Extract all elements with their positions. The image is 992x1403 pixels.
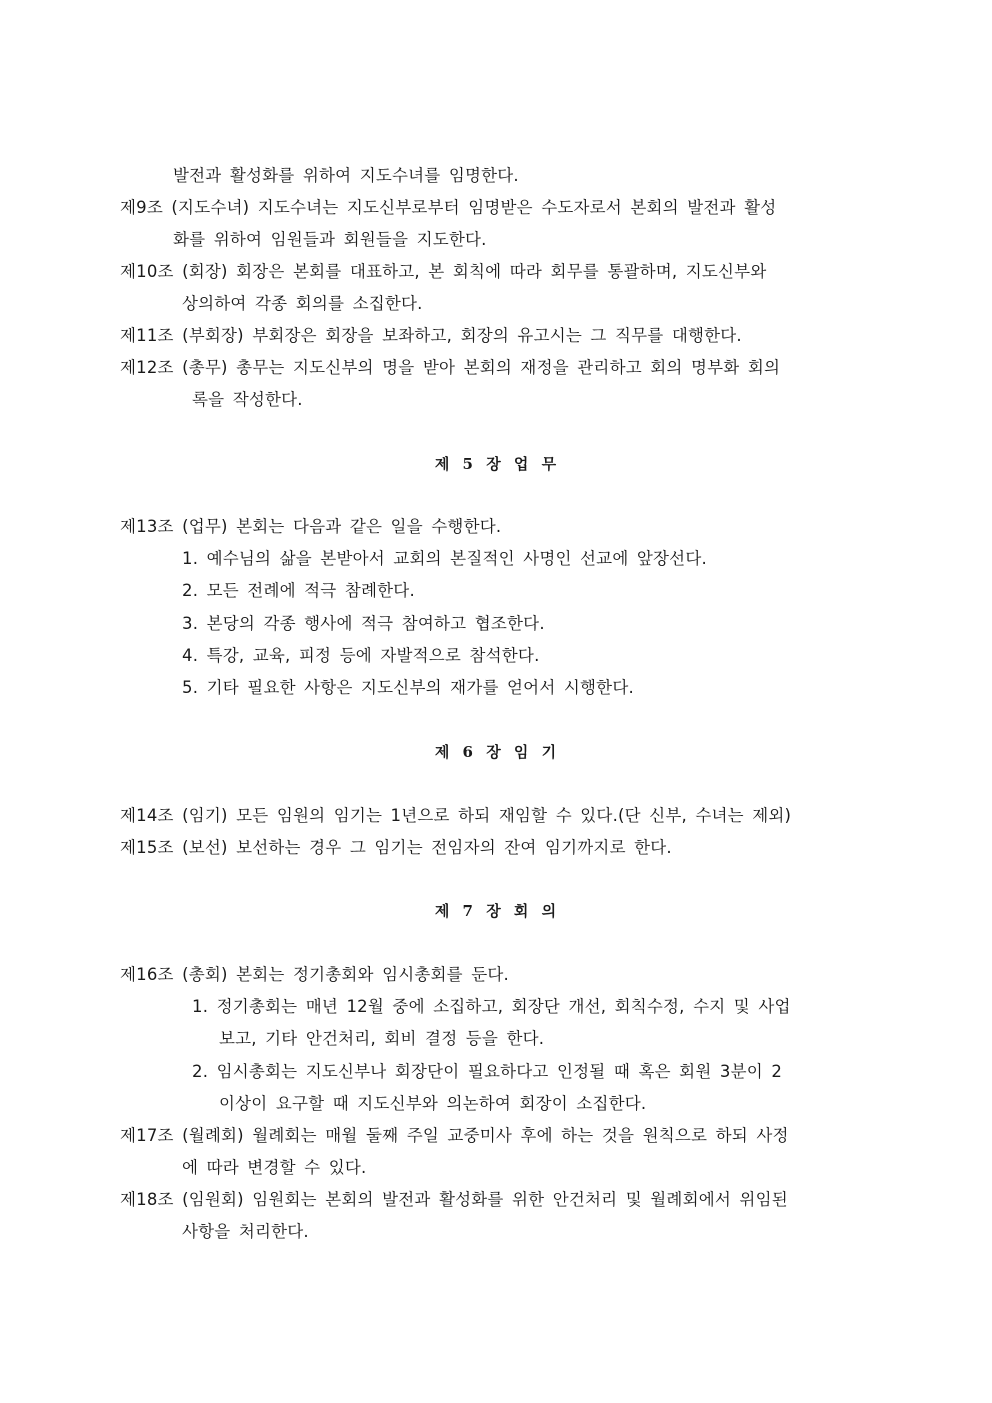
article-16-item-1-line-1: 1. 정기총회는 매년 12월 중에 소집하고, 회장단 개선, 회칙수정, 수지 및 사업 (192, 997, 791, 1016)
article-9-line-2: 화를 위하여 임원들과 회원들을 지도한다. (173, 230, 487, 249)
article-16-item-1-line-2: 보고, 기타 안건처리, 회비 결정 등을 한다. (219, 1029, 545, 1048)
chapter-7-heading: 제 7 장 회 의 (434, 902, 558, 920)
article-16-line-1: 제16조 (총회) 본회는 정기총회와 임시총회를 둔다. (120, 965, 509, 984)
article-18-line-1: 제18조 (임원회) 임원회는 본회의 발전과 활성화를 위한 안건처리 및 월례회에서 위임된 (120, 1190, 788, 1209)
article-16-item-2-line-1: 2. 임시총회는 지도신부나 회장단이 필요하다고 인정될 때 혹은 회원 3분이 2 (192, 1062, 783, 1081)
article-10-line-2: 상의하여 각종 회의를 소집한다. (182, 294, 423, 313)
article-13-item-1: 1. 예수님의 삶을 본받아서 교회의 본질적인 사명인 선교에 앞장선다. (182, 549, 707, 568)
article-17-line-2: 에 따라 변경할 수 있다. (182, 1158, 367, 1177)
chapter-6-heading: 제 6 장 임 기 (434, 743, 558, 761)
chapter-5-heading: 제 5 장 업 무 (434, 455, 558, 473)
article-15-line-1: 제15조 (보선) 보선하는 경우 그 임기는 전임자의 잔여 임기까지로 한다. (120, 838, 672, 857)
article-8-continuation: 발전과 활성화를 위하여 지도수녀를 임명한다. (173, 166, 519, 185)
article-13-item-4: 4. 특강, 교육, 피정 등에 자발적으로 참석한다. (182, 646, 540, 665)
article-12-line-1: 제12조 (총무) 총무는 지도신부의 명을 받아 본회의 재정을 관리하고 회의 명부화 회의 (120, 358, 781, 377)
article-12-line-2: 록을 작성한다. (192, 390, 303, 409)
article-11-line-1: 제11조 (부회장) 부회장은 회장을 보좌하고, 회장의 유고시는 그 직무를 대행한다. (120, 326, 742, 345)
article-14-line-1: 제14조 (임기) 모든 임원의 임기는 1년으로 하되 재임할 수 있다.(단 신부, 수녀는 제외) (120, 806, 792, 825)
article-13-item-5: 5. 기타 필요한 사항은 지도신부의 재가를 얻어서 시행한다. (182, 678, 634, 697)
article-13-item-2: 2. 모든 전례에 적극 참례한다. (182, 581, 415, 600)
article-17-line-1: 제17조 (월례회) 월례회는 매월 둘째 주일 교중미사 후에 하는 것을 원칙으로 하되 사정 (120, 1126, 789, 1145)
article-18-line-2: 사항을 처리한다. (182, 1222, 309, 1241)
article-16-item-2-line-2: 이상이 요구할 때 지도신부와 의논하여 회장이 소집한다. (219, 1094, 647, 1113)
article-13-item-3: 3. 본당의 각종 행사에 적극 참여하고 협조한다. (182, 614, 545, 633)
article-9-line-1: 제9조 (지도수녀) 지도수녀는 지도신부로부터 임명받은 수도자로서 본회의 발전과 활성 (120, 198, 777, 217)
article-13-line-1: 제13조 (업무) 본회는 다음과 같은 일을 수행한다. (120, 517, 502, 536)
article-10-line-1: 제10조 (회장) 회장은 본회를 대표하고, 본 회칙에 따라 회무를 통괄하며, 지도신부와 (120, 262, 767, 281)
